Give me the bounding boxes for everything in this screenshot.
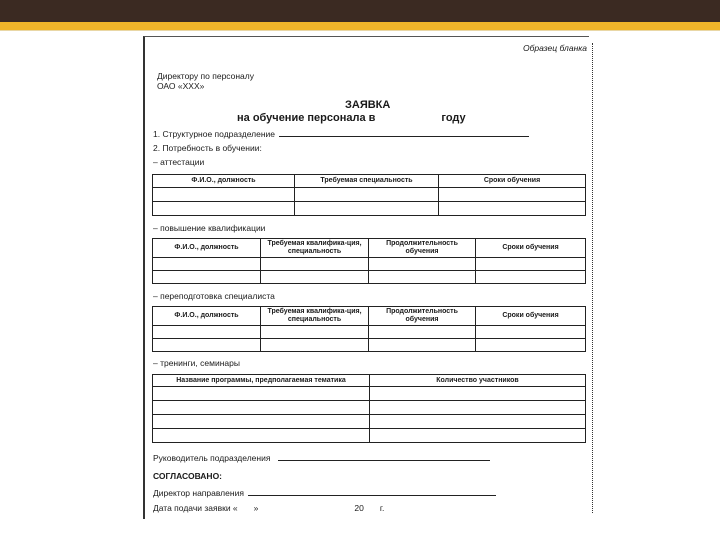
agreed-label: СОГЛАСОВАНО:	[153, 471, 223, 481]
table-row	[153, 188, 586, 202]
header-bar-line	[0, 30, 720, 31]
trainings-table	[152, 374, 586, 443]
addressee: Директору по персоналу	[157, 71, 254, 81]
director-line	[153, 487, 496, 498]
year-suffix: г.	[379, 503, 385, 513]
date-label: Дата подачи заявки «	[153, 503, 238, 513]
section-qualification: – повышение квалификации	[153, 223, 266, 233]
col-name-position: Ф.И.О., должность	[153, 307, 261, 326]
scan-edge	[590, 43, 593, 513]
table-row	[153, 429, 586, 443]
qualification-table	[152, 238, 586, 284]
head-of-unit-signature-field[interactable]	[278, 452, 490, 461]
col-duration: Продолжительность обучения	[369, 307, 476, 326]
table-row	[153, 415, 586, 429]
form-subtitle	[237, 112, 466, 124]
col-training-dates: Сроки обучения	[476, 239, 586, 258]
col-participants: Количество участников	[370, 375, 586, 387]
col-required-specialty: Требуемая специальность	[295, 175, 439, 188]
unit-line	[153, 128, 529, 139]
unit-label: 1. Структурное подразделение	[153, 129, 275, 139]
head-of-unit-line	[153, 452, 490, 463]
unit-field[interactable]	[279, 128, 529, 137]
col-required-qualification: Требуемая квалифика-ция, специальность	[261, 307, 369, 326]
year-prefix: 20	[354, 503, 364, 513]
company-name: ОАО «XXX»	[157, 81, 205, 91]
attestation-table	[152, 174, 586, 216]
section-retraining: – переподготовка специалиста	[153, 291, 275, 301]
col-name-position: Ф.И.О., должность	[153, 175, 295, 188]
training-need-label: 2. Потребность в обучении:	[153, 143, 262, 153]
form-title: ЗАЯВКА	[345, 99, 391, 111]
table-row	[153, 326, 586, 339]
subtitle-end: году	[441, 112, 466, 124]
section-trainings: – тренинги, семинары	[153, 358, 240, 368]
director-signature-field[interactable]	[248, 487, 496, 496]
head-of-unit-label: Руководитель подразделения	[153, 453, 271, 463]
table-row	[153, 387, 586, 401]
col-name-position: Ф.И.О., должность	[153, 239, 261, 258]
submission-date-line	[153, 503, 384, 513]
director-label: Директор направления	[153, 488, 244, 498]
table-row	[153, 339, 586, 352]
sample-label: Образец бланка	[523, 43, 587, 53]
application-form-sheet	[143, 36, 589, 519]
col-required-qualification: Требуемая квалифика-ция, специальность	[261, 239, 369, 258]
col-training-dates: Сроки обучения	[476, 307, 586, 326]
table-row	[153, 401, 586, 415]
table-row	[153, 202, 586, 216]
table-row	[153, 271, 586, 284]
col-program-name: Название программы, предполагаемая тематика	[153, 375, 370, 387]
date-quote-close: »	[253, 503, 259, 513]
col-duration: Продолжительность обучения	[369, 239, 476, 258]
header-bar-dark	[0, 0, 720, 22]
subtitle-start: на обучение персонала в	[237, 112, 376, 124]
header-bar-accent	[0, 22, 720, 30]
section-attestation: – аттестации	[153, 157, 205, 167]
retraining-table	[152, 306, 586, 352]
table-row	[153, 258, 586, 271]
col-training-dates: Сроки обучения	[439, 175, 586, 188]
